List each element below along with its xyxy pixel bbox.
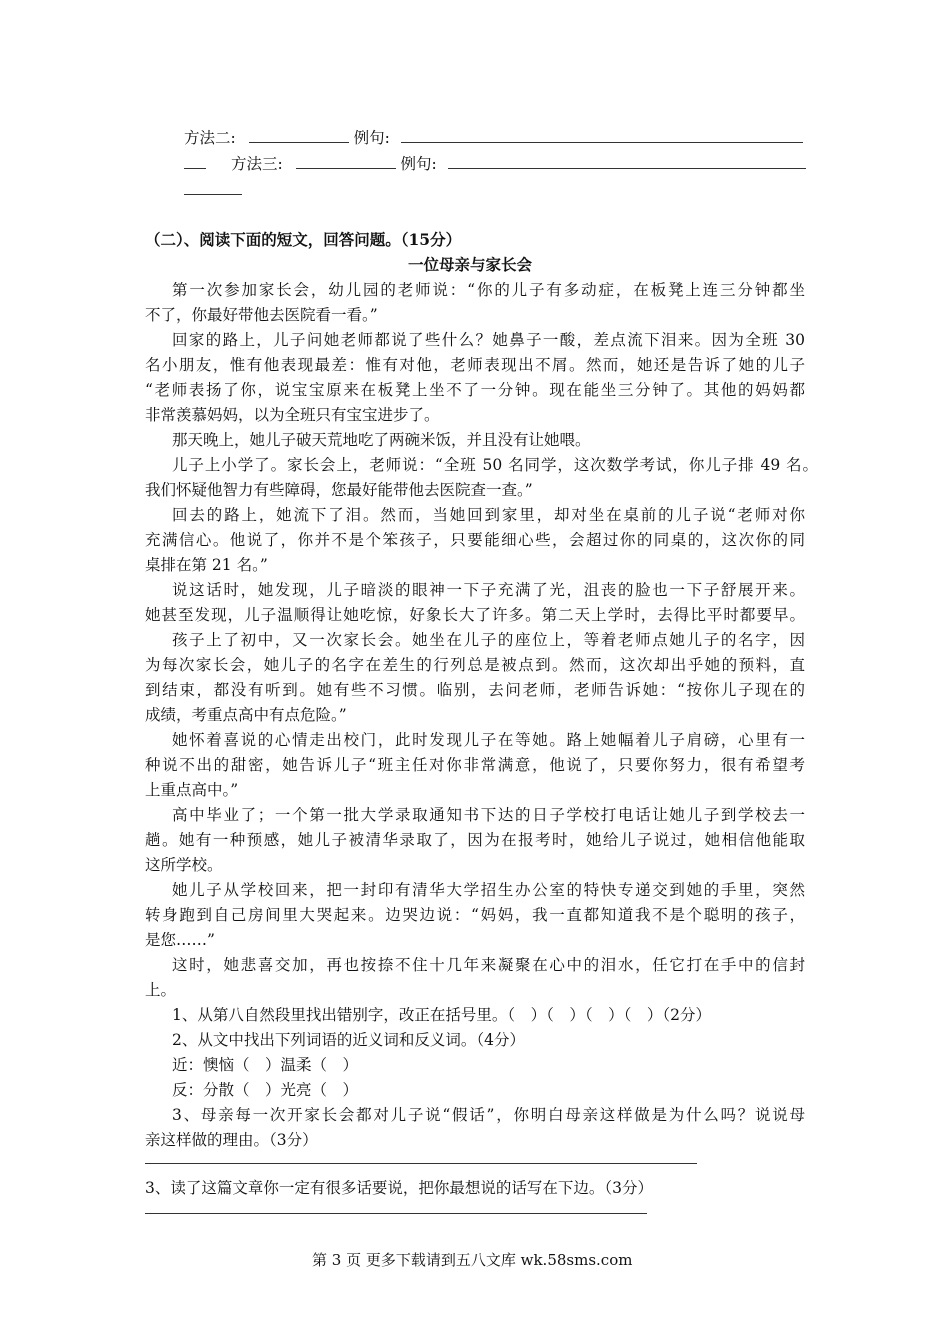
method3-label: 方法三:	[230, 155, 283, 173]
story-line: 这所学校。	[145, 856, 223, 874]
story-line: 她怀着喜说的心情走出校门，此时发现儿子在等她。路上她幅着儿子肩磅，心里有一	[172, 731, 805, 749]
method3-continuation-blank[interactable]	[184, 194, 242, 195]
story-line: 说这话时，她发现，儿子暗淡的眼神一下子充满了光，沮丧的脸也一下子舒展开来。	[172, 581, 805, 599]
method3-lead-blank[interactable]	[184, 154, 206, 169]
story-line: 种说不出的甜密，她告诉儿子“班主任对你非常满意，他说了，只要你努力，很有希望考	[145, 756, 805, 774]
story-line: 名小朋友，惟有他表现最差：惟有对他，老师表现出不屑。然而，她还是告诉了她的儿子	[145, 356, 805, 374]
question-4: 3、读了这篇文章你一定有很多话要说，把你最想说的话写在下边。（3分）	[145, 1179, 653, 1197]
story-line: 孩子上了初中，又一次家长会。她坐在儿子的座位上，等着老师点她儿子的名字，因	[172, 631, 805, 649]
story-line: 她甚至发现，儿子温顺得让她吃惊，好象长大了许多。第二天上学时，去得比平时都要早。	[145, 606, 805, 624]
story-line: 第一次参加家长会，幼儿园的老师说：“你的儿子有多动症，在板凳上连三分钟都坐	[172, 281, 805, 299]
story-line: 高中毕业了；一个第一批大学录取通知书下达的日子学校打电话让她儿子到学校去一	[172, 806, 805, 824]
method2-example-label: 例句:	[353, 129, 390, 147]
method3-example-label: 例句:	[400, 155, 437, 173]
section-heading: （二）、阅读下面的短文，回答问题。（15分）	[145, 230, 462, 249]
story-line: 这时，她悲喜交加，再也按捺不住十几年来凝聚在心中的泪水，任它打在手中的信封	[172, 956, 805, 974]
method2-blank[interactable]	[249, 128, 349, 143]
story-line: 回家的路上，儿子问她老师都说了些什么？她鼻子一酸，差点流下泪来。因为全班 30	[172, 331, 805, 349]
question-2-antonyms: 反：分散（ ）光亮（ ）	[172, 1081, 359, 1099]
story-line: 转身跑到自己房间里大哭起来。边哭边说：“妈妈，我一直都知道我不是个聪明的孩子，	[145, 906, 805, 924]
method3-blank[interactable]	[296, 154, 396, 169]
page-footer: 第 3 页 更多下载请到五八文库 wk.58sms.com	[312, 1251, 633, 1269]
story-line: 充满信心。他说了，你并不是个笨孩子，只要能细心些，会超过你的同桌的，这次你的同	[145, 531, 805, 549]
story-line: 成绩，考重点高中有点危险。”	[145, 706, 347, 724]
story-line: 是您……”	[145, 931, 215, 949]
question-4-answer-line[interactable]	[145, 1213, 647, 1214]
story-line: 我们怀疑他智力有些障碍，您最好能带他去医院查一查。”	[145, 481, 533, 499]
question-1: 1、从第八自然段里找出错别字，改正在括号里。（ ）（ ）（ ）（ ）（2分）	[172, 1006, 711, 1024]
question-3: 3、母亲每一次开家长会都对儿子说“假话”，你明白母亲这样做是为什么吗？说说母	[172, 1106, 805, 1124]
story-line: 到结束，都没有听到。她有些不习惯。临别，去问老师，老师告诉她：“按你儿子现在的	[145, 681, 805, 699]
story-line: 桌排在第 21 名。”	[145, 556, 268, 574]
question-2-synonyms: 近：懊恼（ ）温柔（ ）	[172, 1056, 359, 1074]
story-line: 那天晚上，她儿子破天荒地吃了两碗米饭，并且没有让她喂。	[172, 431, 591, 449]
method2-example-blank[interactable]	[401, 128, 803, 143]
story-line: 非常羡慕妈妈，以为全班只有宝宝进步了。	[145, 406, 440, 424]
method2-row	[184, 128, 803, 148]
question-3-answer-line[interactable]	[145, 1163, 697, 1164]
story-title: 一位母亲与家长会	[408, 255, 533, 274]
method2-label: 方法二:	[184, 129, 236, 147]
story-line: 回去的路上，她流下了泪。然而，当她回到家里，却对坐在桌前的儿子说“老师对你	[172, 506, 805, 524]
story-line: 上重点高中。”	[145, 781, 239, 799]
story-line: 为每次家长会，她儿子的名字在差生的行列总是被点到。然而，这次却出乎她的预料，直	[145, 656, 805, 674]
story-line: 她儿子从学校回来，把一封印有清华大学招生办公室的特快专递交到她的手里，突然	[172, 881, 805, 899]
story-line: “老师表扬了你，说宝宝原来在板凳上坐不了一分钟。现在能坐三分钟了。其他的妈妈都	[145, 381, 805, 399]
method3-example-blank[interactable]	[448, 154, 806, 169]
story-line: 趟。她有一种预感，她儿子被清华录取了，因为在报考时，她给儿子说过，她相信他能取	[145, 831, 805, 849]
story-line: 儿子上小学了。家长会上，老师说：“全班 50 名同学，这次数学考试，你儿子排 49 名。	[172, 456, 818, 474]
question-3-cont: 亲这样做的理由。（3分）	[145, 1131, 318, 1149]
story-line: 上。	[145, 981, 177, 999]
method3-row	[184, 154, 806, 174]
story-line: 不了，你最好带他去医院看一看。”	[145, 306, 378, 324]
question-2: 2、从文中找出下列词语的近义词和反义词。（4分）	[172, 1031, 525, 1049]
